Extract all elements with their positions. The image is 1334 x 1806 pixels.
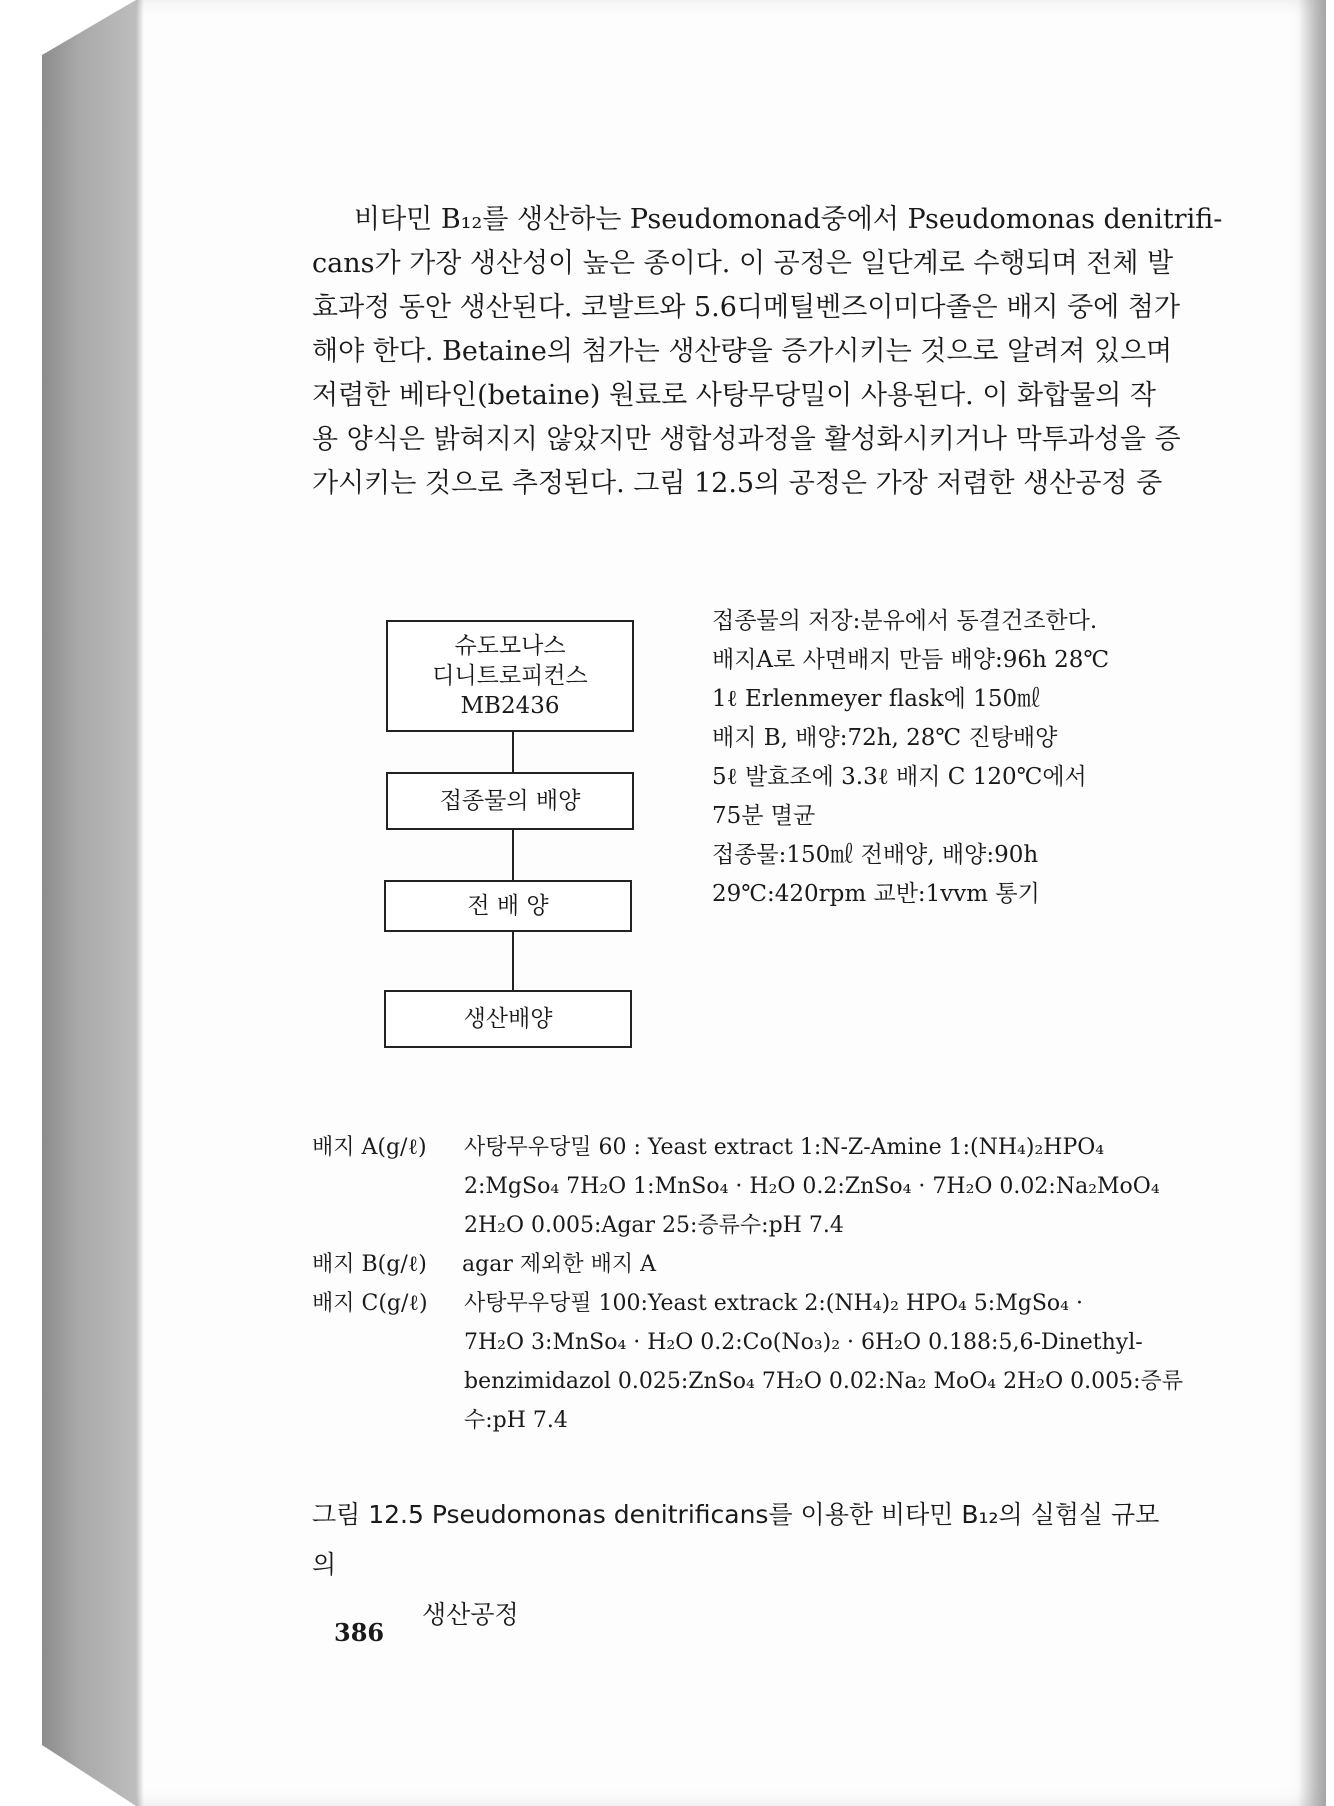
medium-b xyxy=(312,1245,1182,1284)
box-line: 슈도모나스 xyxy=(454,633,566,659)
note-line: 접종물:150㎖ 전배양, 배양:90h xyxy=(712,842,1039,868)
note-line: 배지 B, 배양:72h, 28℃ 진탕배양 xyxy=(712,725,1058,751)
page-edge-shadow xyxy=(1298,0,1326,1806)
body-paragraph xyxy=(312,198,1223,506)
flowchart-box-production xyxy=(384,990,632,1048)
flowchart-connector xyxy=(512,732,514,772)
medium-a-line: 2H₂O 0.005:Agar 25:증류수:pH 7.4 xyxy=(464,1213,844,1238)
box-label: 전 배 양 xyxy=(467,893,549,919)
flowchart-box-inoculum xyxy=(386,772,634,830)
flowchart-box-organism xyxy=(386,620,634,732)
process-notes xyxy=(712,602,1152,914)
medium-a-line: 사탕무우당밀 60 : Yeast extract 1:N-Z-Amine 1:(NH₄)₂HPO₄ xyxy=(464,1135,1105,1160)
book-spine xyxy=(42,0,136,1806)
box-line: MB2436 xyxy=(460,693,560,719)
note-line: 배지A로 사면배지 만듬 배양:96h 28℃ xyxy=(712,647,1110,673)
page-number: 386 xyxy=(334,1618,385,1647)
caption-line: 생산공정 xyxy=(422,1600,519,1629)
figure-caption xyxy=(312,1490,1182,1640)
paragraph-line: 효과정 동안 생산된다. 코발트와 5.6디메틸벤즈이미다졸은 배지 중에 첨가 xyxy=(312,292,1180,323)
paragraph-line: 해야 한다. Betaine의 첨가는 생산량을 증가시키는 것으로 알려져 있으며 xyxy=(312,336,1173,367)
medium-c-line: 사탕무우당필 100:Yeast extrack 2:(NH₄)₂ HPO₄ 5:MgSo₄ · xyxy=(464,1291,1083,1316)
caption-line: 그림 12.5 Pseudomonas denitrificans를 이용한 비타민 B₁₂의 실험실 규모의 xyxy=(312,1500,1160,1579)
medium-b-label: 배지 B(g/ℓ) xyxy=(312,1252,427,1277)
spine-shadow xyxy=(136,0,144,1806)
medium-a-line: 2:MgSo₄ 7H₂O 1:MnSo₄ · H₂O 0.2:ZnSo₄ · 7H₂O 0.02:Na₂MoO₄ xyxy=(464,1174,1160,1199)
paragraph-line: 가시키는 것으로 추정된다. 그림 12.5의 공정은 가장 저렴한 생산공정 중 xyxy=(312,468,1163,499)
medium-c-line: 7H₂O 3:MnSo₄ · H₂O 0.2:Co(No₃)₂ · 6H₂O 0.188:5,6-Dinethyl- xyxy=(464,1330,1143,1355)
note-line: 29℃:420rpm 교반:1vvm 통기 xyxy=(712,881,1040,907)
flowchart-box-preculture xyxy=(384,880,632,932)
note-line: 5ℓ 발효조에 3.3ℓ 배지 C 120℃에서 xyxy=(712,764,1087,790)
medium-a-label: 배지 A(g/ℓ) xyxy=(312,1135,427,1160)
media-composition xyxy=(312,1128,1182,1440)
flowchart-connector xyxy=(512,932,514,990)
medium-b-text: agar 제외한 배지 A xyxy=(462,1252,656,1277)
flowchart-connector xyxy=(512,830,514,880)
medium-c-label: 배지 C(g/ℓ) xyxy=(312,1291,428,1316)
paragraph-line: 비타민 B₁₂를 생산하는 Pseudomonad중에서 Pseudomonas denitrifi- xyxy=(354,204,1223,235)
paragraph-line: cans가 가장 생산성이 높은 종이다. 이 공정은 일단계로 수행되며 전체 발 xyxy=(312,248,1174,279)
medium-c-line: benzimidazol 0.025:ZnSo₄ 7H₂O 0.02:Na₂ MoO₄ 2H₂O 0.005:증류 xyxy=(464,1369,1183,1394)
box-label: 접종물의 배양 xyxy=(439,788,581,814)
medium-c xyxy=(312,1284,1182,1440)
medium-c-line: 수:pH 7.4 xyxy=(464,1408,568,1433)
box-line: 디니트로피컨스 xyxy=(432,663,588,689)
paragraph-line: 저렴한 베타인(betaine) 원료로 사탕무당밀이 사용된다. 이 화합물의 작 xyxy=(312,380,1156,411)
medium-a xyxy=(312,1128,1182,1245)
note-line: 75분 멸균 xyxy=(712,803,816,829)
note-line: 1ℓ Erlenmeyer flask에 150㎖ xyxy=(712,686,1041,712)
paragraph-line: 용 양식은 밝혀지지 않았지만 생합성과정을 활성화시키거나 막투과성을 증 xyxy=(312,424,1181,455)
note-line: 접종물의 저장:분유에서 동결건조한다. xyxy=(712,608,1098,634)
box-label: 생산배양 xyxy=(463,1006,553,1032)
